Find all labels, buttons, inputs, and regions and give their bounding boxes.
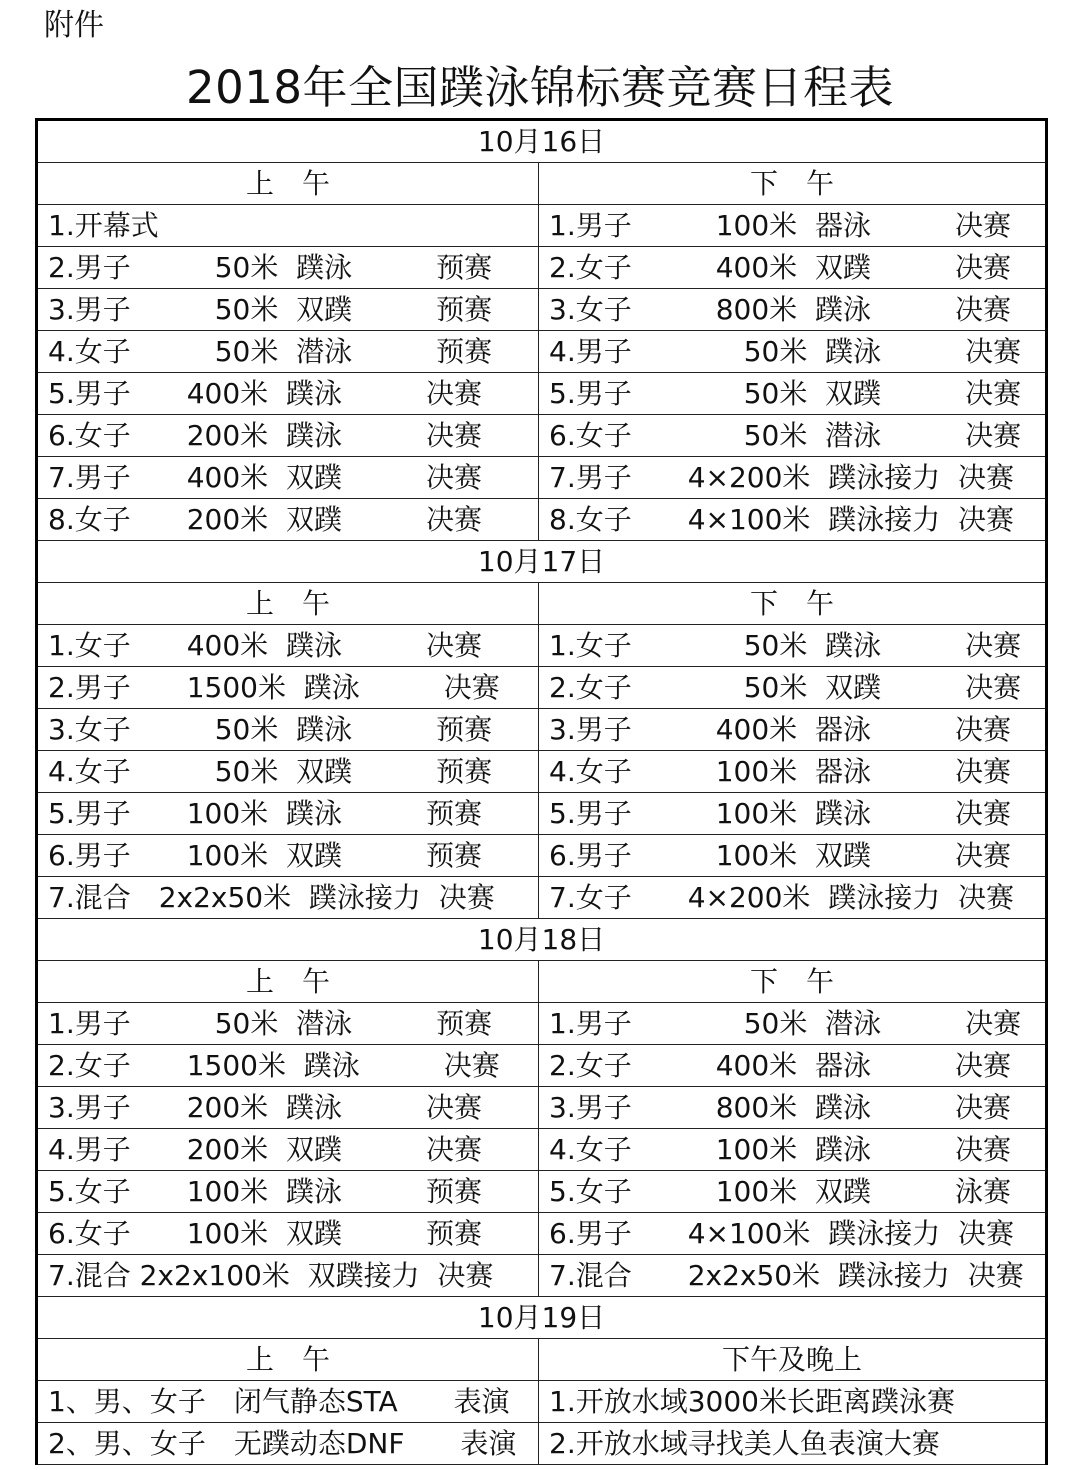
session-header-row — [37, 961, 1047, 1003]
event-row — [37, 457, 1047, 499]
event-row — [37, 667, 1047, 709]
morning-header: 上 午 — [37, 583, 539, 625]
afternoon-event: 3.女子 800米 蹼泳 决赛 — [539, 289, 1047, 331]
morning-event: 5.女子 100米 蹼泳 预赛 — [37, 1171, 539, 1213]
schedule-table — [35, 118, 1048, 1465]
afternoon-event: 7.女子 4×200米 蹼泳接力 决赛 — [539, 877, 1047, 919]
afternoon-event: 5.男子 100米 蹼泳 决赛 — [539, 793, 1047, 835]
event-row — [37, 331, 1047, 373]
event-row — [37, 751, 1047, 793]
morning-header: 上 午 — [37, 163, 539, 205]
morning-event: 6.男子 100米 双蹼 预赛 — [37, 835, 539, 877]
event-row — [37, 289, 1047, 331]
event-row — [37, 1087, 1047, 1129]
event-row — [37, 709, 1047, 751]
morning-event: 2.男子 50米 蹼泳 预赛 — [37, 247, 539, 289]
morning-event: 7.男子 400米 双蹼 决赛 — [37, 457, 539, 499]
afternoon-event: 6.女子 50米 潜泳 决赛 — [539, 415, 1047, 457]
afternoon-event: 5.女子 100米 双蹼 泳赛 — [539, 1171, 1047, 1213]
afternoon-header: 下午及晚上 — [539, 1339, 1047, 1381]
afternoon-event: 4.女子 100米 蹼泳 决赛 — [539, 1129, 1047, 1171]
morning-event: 2.男子 1500米 蹼泳 决赛 — [37, 667, 539, 709]
afternoon-event: 1.开放水域3000米长距离蹼泳赛 — [539, 1381, 1047, 1423]
afternoon-header: 下 午 — [539, 583, 1047, 625]
date-header: 10月19日 — [37, 1297, 1047, 1339]
morning-event: 3.女子 50米 蹼泳 预赛 — [37, 709, 539, 751]
morning-event: 3.男子 200米 蹼泳 决赛 — [37, 1087, 539, 1129]
morning-event: 1.男子 50米 潜泳 预赛 — [37, 1003, 539, 1045]
morning-event: 2.女子 1500米 蹼泳 决赛 — [37, 1045, 539, 1087]
afternoon-event: 2.女子 400米 双蹼 决赛 — [539, 247, 1047, 289]
afternoon-event: 6.男子 100米 双蹼 决赛 — [539, 835, 1047, 877]
afternoon-event: 7.混合 2x2x50米 蹼泳接力 决赛 — [539, 1255, 1047, 1297]
event-row — [37, 1003, 1047, 1045]
event-row — [37, 1381, 1047, 1423]
session-header-row — [37, 583, 1047, 625]
event-row — [37, 835, 1047, 877]
event-row — [37, 415, 1047, 457]
morning-event: 5.男子 400米 蹼泳 决赛 — [37, 373, 539, 415]
afternoon-event: 6.男子 4×100米 蹼泳接力 决赛 — [539, 1213, 1047, 1255]
event-row — [37, 1255, 1047, 1297]
event-row — [37, 793, 1047, 835]
event-row — [37, 499, 1047, 541]
event-row — [37, 1045, 1047, 1087]
morning-event: 4.女子 50米 潜泳 预赛 — [37, 331, 539, 373]
page-title: 2018年全国蹼泳锦标赛竞赛日程表 — [185, 61, 895, 114]
morning-event: 7.混合 2x2x100米 双蹼接力 决赛 — [37, 1255, 539, 1297]
afternoon-event: 3.男子 800米 蹼泳 决赛 — [539, 1087, 1047, 1129]
afternoon-event: 8.女子 4×100米 蹼泳接力 决赛 — [539, 499, 1047, 541]
morning-event: 1.女子 400米 蹼泳 决赛 — [37, 625, 539, 667]
morning-event: 1、男、女子 闭气静态STA 表演 — [37, 1381, 539, 1423]
afternoon-event: 5.男子 50米 双蹼 决赛 — [539, 373, 1047, 415]
date-row — [37, 1297, 1047, 1339]
event-row — [37, 247, 1047, 289]
date-header: 10月17日 — [37, 541, 1047, 583]
afternoon-event: 3.男子 400米 器泳 决赛 — [539, 709, 1047, 751]
afternoon-event: 4.女子 100米 器泳 决赛 — [539, 751, 1047, 793]
morning-event: 5.男子 100米 蹼泳 预赛 — [37, 793, 539, 835]
afternoon-event: 1.男子 100米 器泳 决赛 — [539, 205, 1047, 247]
date-row — [37, 919, 1047, 961]
afternoon-event: 1.男子 50米 潜泳 决赛 — [539, 1003, 1047, 1045]
morning-event: 7.混合 2x2x50米 蹼泳接力 决赛 — [37, 877, 539, 919]
date-header: 10月18日 — [37, 919, 1047, 961]
session-header-row — [37, 1339, 1047, 1381]
morning-event: 4.男子 200米 双蹼 决赛 — [37, 1129, 539, 1171]
session-header-row — [37, 163, 1047, 205]
morning-event: 6.女子 200米 蹼泳 决赛 — [37, 415, 539, 457]
morning-event: 4.女子 50米 双蹼 预赛 — [37, 751, 539, 793]
morning-header: 上 午 — [37, 961, 539, 1003]
morning-header: 上 午 — [37, 1339, 539, 1381]
afternoon-event: 2.开放水域寻找美人鱼表演大赛 — [539, 1423, 1047, 1465]
morning-event: 8.女子 200米 双蹼 决赛 — [37, 499, 539, 541]
event-row — [37, 1423, 1047, 1465]
afternoon-header: 下 午 — [539, 163, 1047, 205]
event-row — [37, 1213, 1047, 1255]
event-row — [37, 1171, 1047, 1213]
morning-event: 2、男、女子 无蹼动态DNF 表演 — [37, 1423, 539, 1465]
event-row — [37, 877, 1047, 919]
afternoon-event: 7.男子 4×200米 蹼泳接力 决赛 — [539, 457, 1047, 499]
date-row — [37, 541, 1047, 583]
event-row — [37, 373, 1047, 415]
date-row — [37, 120, 1047, 163]
event-row — [37, 625, 1047, 667]
event-row — [37, 205, 1047, 247]
afternoon-event: 2.女子 50米 双蹼 决赛 — [539, 667, 1047, 709]
afternoon-event: 2.女子 400米 器泳 决赛 — [539, 1045, 1047, 1087]
annex-label: 附件 — [44, 8, 104, 43]
afternoon-event: 1.女子 50米 蹼泳 决赛 — [539, 625, 1047, 667]
morning-event: 6.女子 100米 双蹼 预赛 — [37, 1213, 539, 1255]
afternoon-event: 4.男子 50米 蹼泳 决赛 — [539, 331, 1047, 373]
morning-event: 1.开幕式 — [37, 205, 539, 247]
event-row — [37, 1129, 1047, 1171]
schedule-body — [37, 120, 1047, 1465]
date-header: 10月16日 — [37, 120, 1047, 163]
morning-event: 3.男子 50米 双蹼 预赛 — [37, 289, 539, 331]
afternoon-header: 下 午 — [539, 961, 1047, 1003]
